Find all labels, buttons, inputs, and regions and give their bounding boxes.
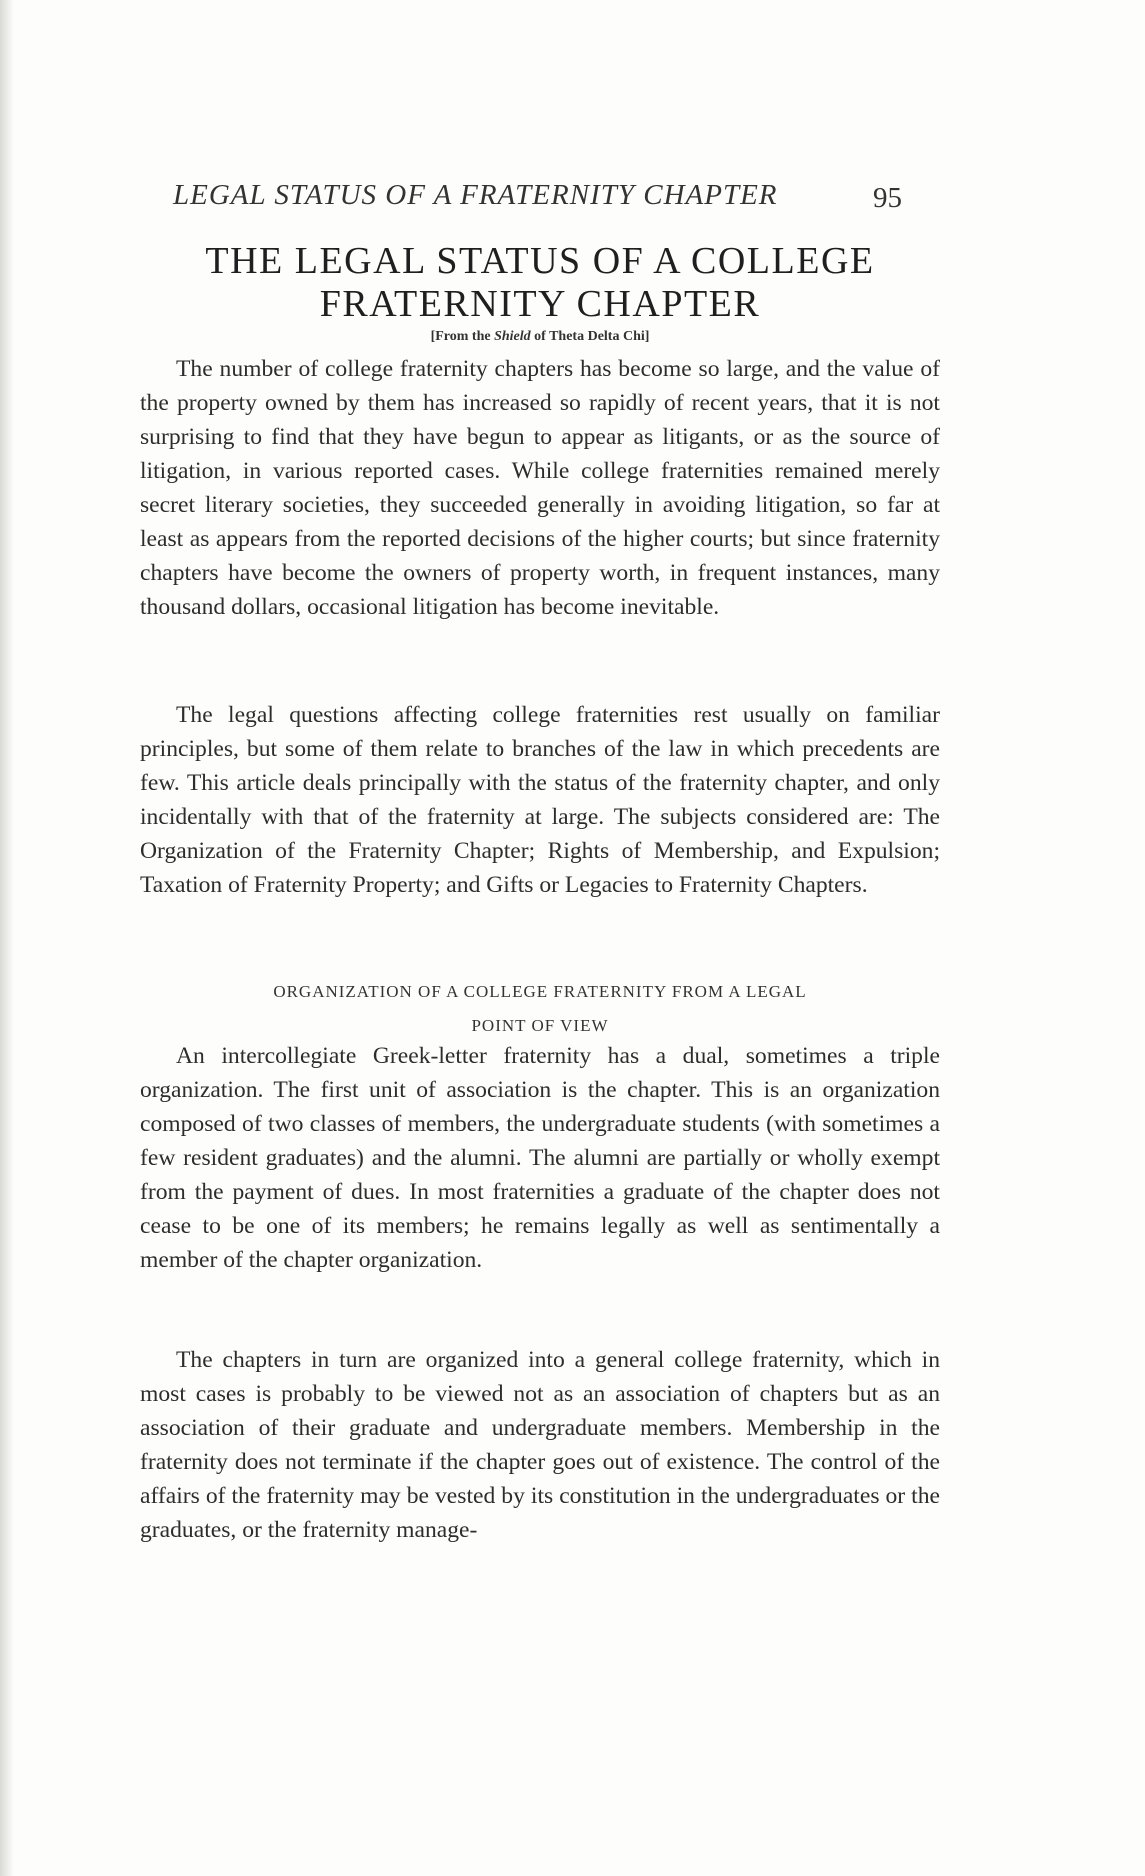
paragraph-1: The number of college fraternity chapters has become so large, and the value of the property owned by them has increased so rapidly of recent years, that it is not surprising to find that they have begun to appear as litigants, or as the source of litigation, in various reported cases. While college fraternities remained merely secret literary societies, they succeeded generally in avoiding litigation, so far at least as appears from the reported decisions of the higher courts; but since fraternity chapters have become the owners of property worth, in frequent instances, many thousand dollars, occasional litigation has become inevitable. xyxy=(140,356,940,620)
paragraph-4: The chapters in turn are organized into a general college fraternity, which in most cases is probably to be viewed not as an association of chapters but as an association of their graduate and undergraduate members. Membership in the fraternity does not terminate if the chapter goes out of existence. The control of the affairs of the fraternity may be vested by its constitution in the undergraduates or the graduates, or the fraternity manage- xyxy=(140,1347,940,1543)
source-prefix: [From the xyxy=(430,329,491,344)
article-source xyxy=(140,329,940,345)
section-heading-line-2: POINT OF VIEW xyxy=(471,1016,609,1035)
article-title-line-1: THE LEGAL STATUS OF A COLLEGE xyxy=(205,240,875,282)
running-head-title: LEGAL STATUS OF A FRATERNITY CHAPTER xyxy=(173,179,778,211)
page-number: 95 xyxy=(873,182,902,214)
paragraph-2: The legal questions affecting college fraternities rest usually on familiar principles, but some of them relate to branches of the law in which precedents are few. This article deals principally with the status of the fraternity chapter, and only incidentally with that of the fraternity at large. The subjects considered are: The Organization of the Fraternity Chapter; Rights of Membership, and Expulsion; Taxation of Fraternity Property; and Gifts or Legacies to Fraternity Chapters. xyxy=(140,702,940,898)
source-suffix: of Theta Delta Chi] xyxy=(534,329,650,344)
section-heading-line-1: ORGANIZATION OF A COLLEGE FRATERNITY FROM A LEGAL xyxy=(273,982,807,1001)
paragraph-3: An intercollegiate Greek-letter fraternity has a dual, sometimes a triple organization. The first unit of association is the chapter. This is an organization composed of two classes of members, the undergraduate students (with sometimes a few resident graduates) and the alumni. The alumni are partially or wholly exempt from the payment of dues. In most fraternities a graduate of the chapter does not cease to be one of its members; he remains legally as well as sentimentally a member of the chapter organization. xyxy=(140,1043,940,1273)
article-title-line-2: FRATERNITY CHAPTER xyxy=(319,283,761,325)
running-head xyxy=(173,179,953,212)
page-gutter-shadow xyxy=(0,0,14,1876)
source-journal: Shield xyxy=(494,329,531,344)
